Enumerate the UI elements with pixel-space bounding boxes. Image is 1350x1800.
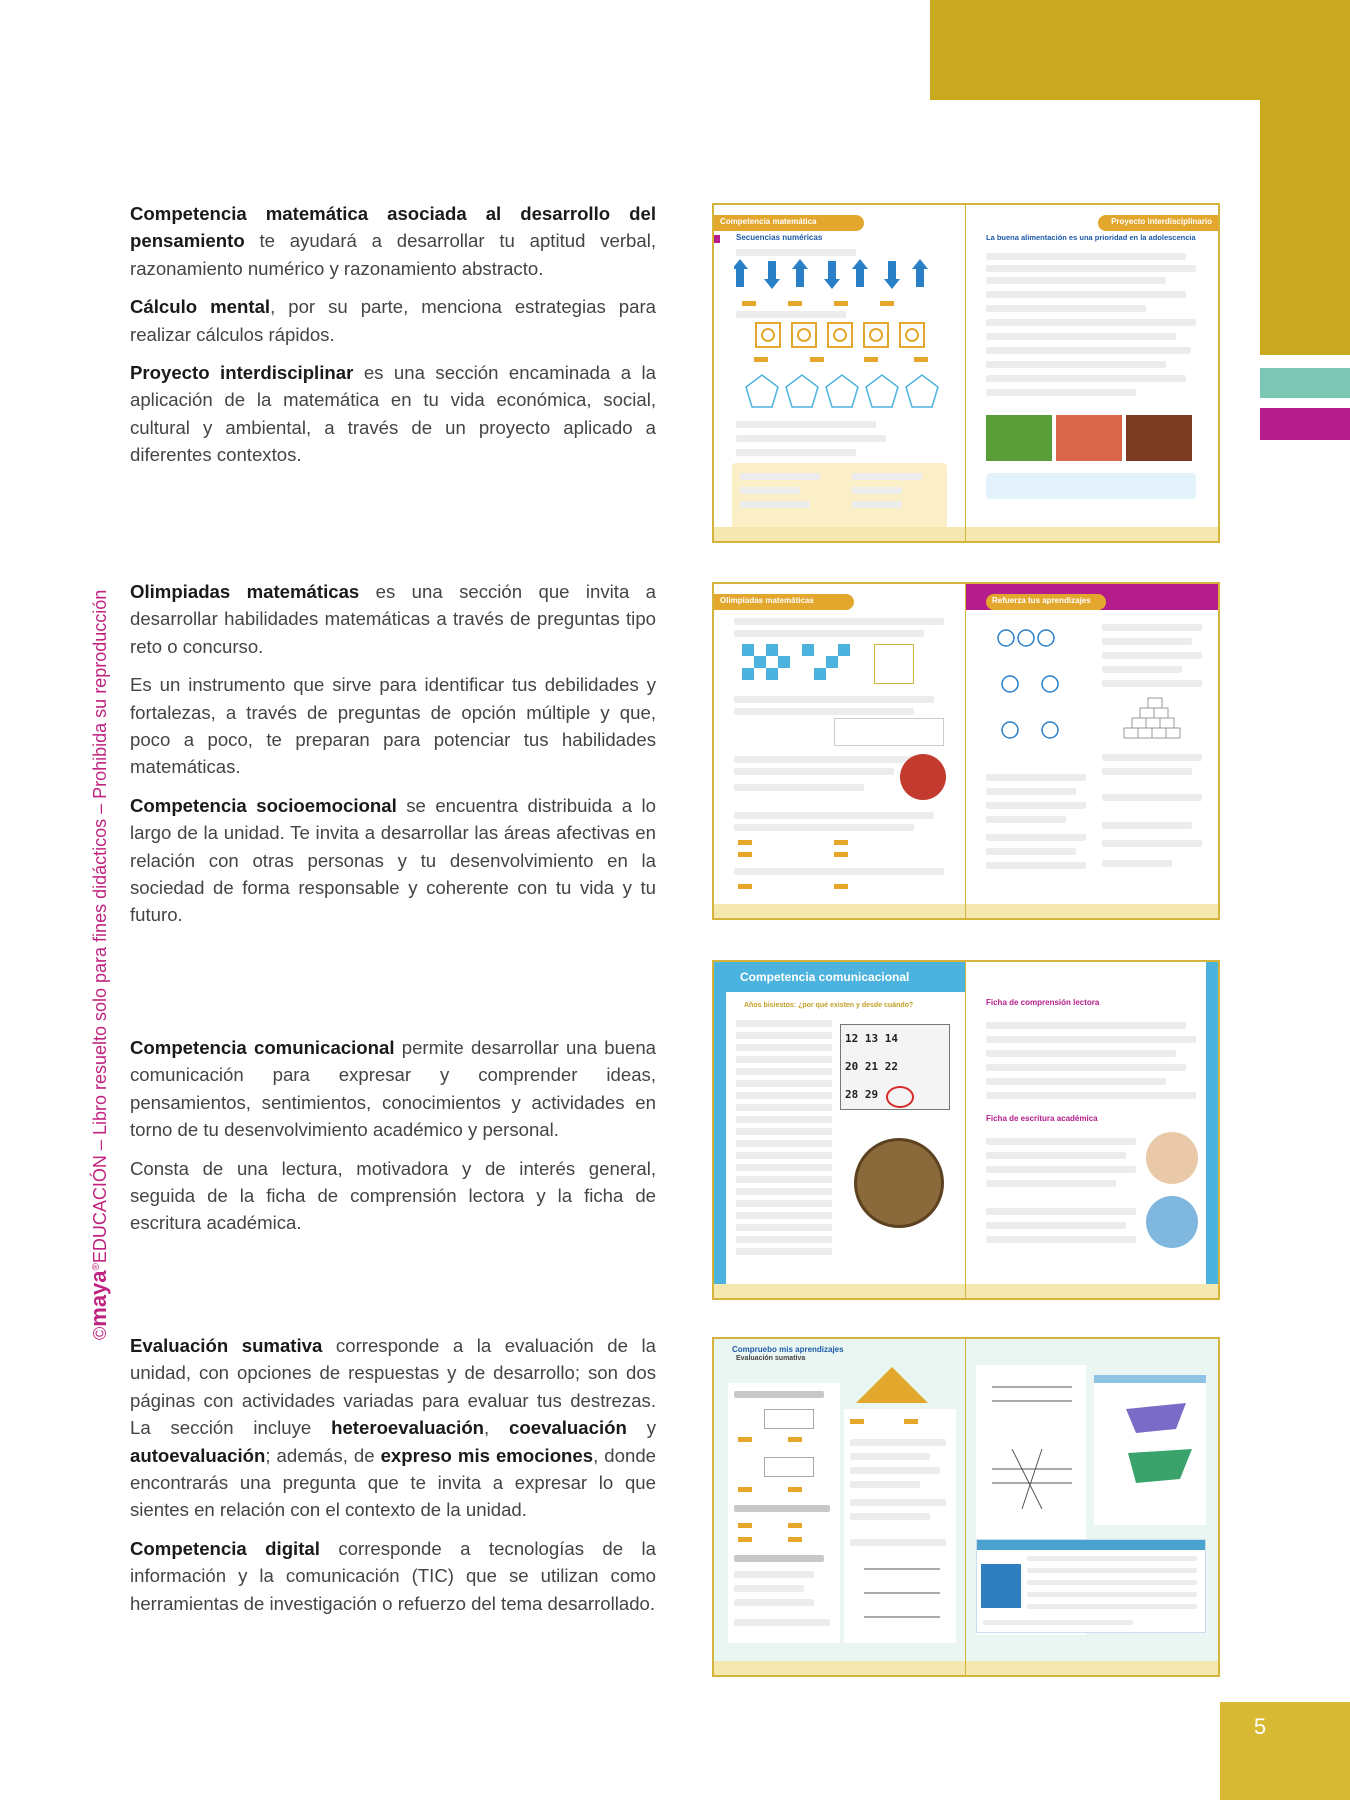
calendar-row-2: 20 21 22 bbox=[845, 1060, 898, 1073]
thumbnail-competencia-matematica bbox=[712, 203, 1220, 543]
paragraph-digital: Competencia digital corresponde a tecnologías de la información y la comunicación (TIC) que se utilizan como herramientas de investigación o refuerzo del tema desarrollado. bbox=[130, 1537, 657, 1614]
checker-pattern bbox=[742, 644, 862, 684]
thumb1-right-page bbox=[966, 205, 1218, 541]
thumb1-left-subtitle: Secuencias numéricas bbox=[736, 233, 823, 242]
thumb3-right-header-a: Ficha de comprensión lectora bbox=[986, 998, 1100, 1007]
paragraph-lectura: Consta de una lectura, motivadora y de interés general, seguida de la ficha de comprensión lectora y la ficha de escritura académica. bbox=[130, 1157, 656, 1234]
section-group-3 bbox=[130, 1034, 656, 1248]
calendar-row-3: 28 29 bbox=[845, 1088, 879, 1101]
section-group-4 bbox=[130, 1332, 656, 1628]
thumb1-right-header: Proyecto interdisciplinario bbox=[1098, 215, 1218, 231]
aztec-calendar-photo bbox=[854, 1138, 944, 1228]
thumb3-left-subtitle: Años bisiestos: ¿por qué existen y desde cuándo? bbox=[744, 1002, 914, 1009]
thumbnail-competencia-comunicacional bbox=[712, 960, 1220, 1300]
pyramid-graphic bbox=[1116, 696, 1196, 742]
thumb4-right-page bbox=[966, 1339, 1218, 1675]
thumb2-right-header: Refuerza tus aprendizajes bbox=[986, 594, 1106, 610]
thumb4-left-page bbox=[714, 1339, 966, 1675]
self-evaluation-table bbox=[976, 1539, 1206, 1633]
photo-people bbox=[1146, 1196, 1198, 1248]
section-group-2 bbox=[130, 578, 656, 940]
thumb1-info-box bbox=[986, 473, 1196, 499]
thumb3-right-page bbox=[966, 962, 1218, 1298]
paragraph-olimpiadas: Olimpiadas matemáticas es una sección que invita a desarrollar habilidades matemáticas a través de preguntas tipo reto o concurso. bbox=[130, 581, 656, 657]
photo-food bbox=[1056, 415, 1122, 461]
thumb4-left-subtitle: Evaluación sumativa bbox=[736, 1355, 806, 1362]
thumbnail-olimpiadas bbox=[712, 582, 1220, 920]
magenta-tab bbox=[1260, 408, 1350, 440]
thumb1-right-subtitle: La buena alimentación es una prioridad en la adolescencia bbox=[986, 233, 1196, 242]
circle-squares-graphic bbox=[754, 321, 944, 351]
side-gold-band bbox=[1260, 0, 1350, 355]
thumb1-left-page bbox=[714, 205, 966, 541]
thumb2-left-header: Olimpiadas matemáticas bbox=[714, 594, 854, 610]
paragraph-pensamiento: Competencia matemática asociada al desarrollo del pensamiento te ayudará a desarrollar tu aptitud verbal, razonamiento numérico y razonamiento abstracto. bbox=[130, 203, 656, 279]
thumb1-left-header: Competencia matemática bbox=[714, 215, 864, 231]
paragraph-sumativa: Evaluación sumativa corresponde a la evaluación de la unidad, con opciones de respuestas y de desarrollo; son dos páginas con actividades variadas para evaluar tus destrezas. La sección incluye heteroevaluación, coevaluación y autoevaluación; además, de expreso mis emociones, donde encontrarás una pregunta que te invita a expresar lo que sientes en relación con el contexto de la unidad. bbox=[130, 1335, 656, 1521]
calendar-row-1: 12 13 14 bbox=[845, 1032, 898, 1045]
paragraph-instrumento: Es un instrumento que sirve para identificar tus debilidades y fortalezas, a través de preguntas de opción múltiple y que, poco a poco, te preparan para potenciar tus habilidades matemáticas. bbox=[130, 674, 656, 778]
photo-car bbox=[900, 754, 946, 800]
circles-graphic bbox=[986, 624, 1076, 764]
thumb3-left-header: Competencia comunicacional bbox=[740, 970, 910, 984]
thumb2-left-page bbox=[714, 584, 966, 918]
section-group-1 bbox=[130, 200, 656, 480]
shapes-grid bbox=[874, 644, 914, 684]
photo-salad bbox=[986, 415, 1052, 461]
segments-graphic bbox=[854, 1559, 950, 1629]
copyright-side-note: ©maya®EDUCACIÓN – Libro resuelto solo para fines didácticos – Prohibida su reproducción bbox=[86, 589, 111, 1340]
triangle-graphic bbox=[854, 1365, 930, 1405]
pentagon-graphic bbox=[744, 373, 944, 413]
brand-logo: maya bbox=[86, 1270, 111, 1327]
thumb3-left-page bbox=[714, 962, 966, 1298]
arrow-sequence-graphic bbox=[734, 257, 954, 297]
thumbnail-evaluacion-sumativa bbox=[712, 1337, 1220, 1677]
paragraph-socioemocional: Competencia socioemocional se encuentra distribuida a lo largo de la unidad. Te invita a desarrollar las áreas afectivas en relación con otras personas y tu desenvolvimiento en la sociedad de forma responsable y coherente con tu vida y tu futuro. bbox=[130, 794, 656, 926]
thumb1-calc-box bbox=[732, 463, 947, 531]
thumb2-table bbox=[834, 718, 944, 746]
thumb3-right-header-b: Ficha de escritura académica bbox=[986, 1114, 1098, 1123]
parallel-lines-graphic bbox=[982, 1379, 1082, 1519]
page-number: 5 bbox=[1253, 1714, 1267, 1739]
paragraph-calculo: Cálculo mental, por su parte, menciona estrategias para realizar cálculos rápidos. bbox=[130, 296, 656, 345]
photo-dish bbox=[1126, 415, 1192, 461]
thumb1-marker bbox=[714, 235, 720, 243]
thumb4-left-header: Compruebo mis aprendizajes bbox=[732, 1345, 844, 1354]
quadrilateral-graphic bbox=[1116, 1399, 1206, 1499]
teal-tab bbox=[1260, 368, 1350, 398]
side-note-text: EDUCACIÓN – Libro resuelto solo para fines didácticos – Prohibida su reproducción bbox=[90, 589, 110, 1264]
thumb2-right-page bbox=[966, 584, 1218, 918]
paragraph-proyecto: Proyecto interdisciplinar es una sección encaminada a la aplicación de la matemática en tu vida económica, social, cultural y ambiental, a través de un proyecto aplicado a diferentes contextos. bbox=[130, 362, 656, 466]
paragraph-comunicacional: Competencia comunicacional permite desarrollar una buena comunicación para expresar y comprender ideas, pensamientos, sentimientos, conocimientos y actividades en torno de tu desenvolvimiento académico y personal. bbox=[130, 1037, 656, 1141]
photo-writing bbox=[1146, 1132, 1198, 1184]
calendar-circle-mark bbox=[886, 1086, 914, 1108]
